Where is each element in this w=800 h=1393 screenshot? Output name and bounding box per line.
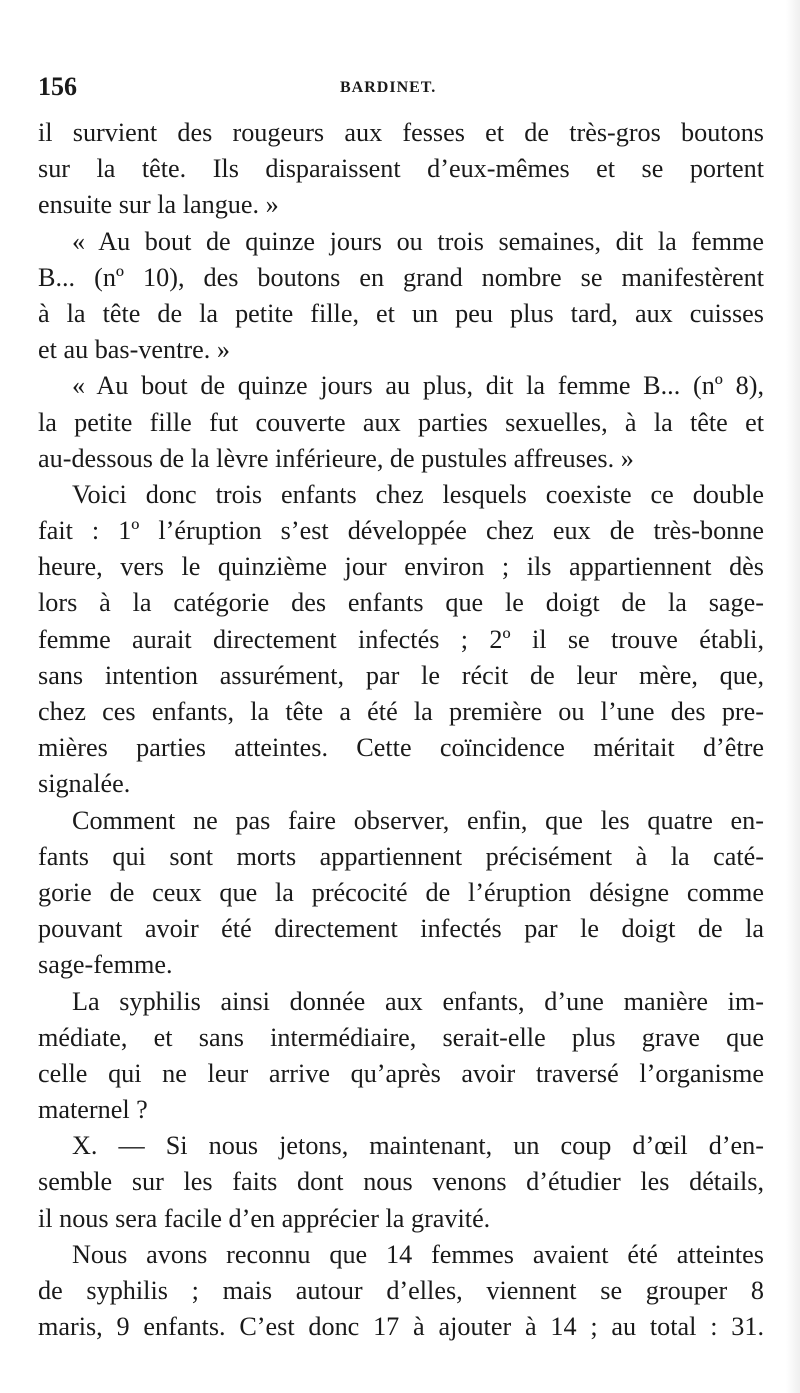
text-line: médiate, et sans intermédiaire, serait-elle plus grave que bbox=[38, 1022, 764, 1052]
text-line: Comment ne pas faire observer, enfin, que les quatre en- bbox=[72, 805, 764, 835]
text-line: sage-femme. bbox=[38, 950, 173, 980]
text-line: la petite fille fut couverte aux parties sexuelles, à la tête et bbox=[38, 407, 764, 437]
text-line: de syphilis ; mais autour d’elles, viennent se grouper 8 bbox=[38, 1276, 764, 1305]
text-line: « Au bout de quinze jours au plus, dit la femme B... (nº 8), bbox=[72, 371, 764, 401]
text-line: B... (nº 10), des boutons en grand nombre se manifestèrent bbox=[38, 262, 764, 292]
page-header bbox=[38, 72, 768, 106]
text-line: celle qui ne leur arrive qu’après avoir traversé l’organisme bbox=[38, 1058, 764, 1088]
text-line: X. — Si nous jetons, maintenant, un coup d’œil d’en- bbox=[72, 1131, 764, 1161]
text-line: La syphilis ainsi donnée aux enfants, d’une manière im- bbox=[72, 986, 764, 1016]
text-line: au-dessous de la lèvre inférieure, de pustules affreuses. » bbox=[38, 443, 634, 473]
text-line: ensuite sur la langue. » bbox=[38, 190, 279, 220]
text-line: fants qui sont morts appartiennent précisément à la caté- bbox=[38, 841, 764, 871]
page-edge-shadow bbox=[786, 0, 800, 1393]
text-line: chez ces enfants, la tête a été la première ou l’une des pre- bbox=[38, 697, 764, 726]
text-line: gorie de ceux que la précocité de l’éruption désigne comme bbox=[38, 877, 764, 907]
body-text bbox=[38, 115, 764, 1345]
text-line: Nous avons reconnu que 14 femmes avaient été atteintes bbox=[72, 1239, 764, 1269]
text-line: pouvant avoir été directement infectés par le doigt de la bbox=[38, 914, 764, 944]
text-line: mières parties atteintes. Cette coïncidence méritait d’être bbox=[38, 733, 764, 763]
text-line: signalée. bbox=[38, 769, 131, 799]
text-line: Voici donc trois enfants chez lesquels coexiste ce double bbox=[72, 479, 764, 509]
page-number: 156 bbox=[38, 72, 77, 101]
text-line: maris, 9 enfants. C’est donc 17 à ajouter à 14 ; au total : 31. bbox=[38, 1312, 764, 1342]
text-line: sans intention assurément, par le récit de leur mère, que, bbox=[38, 660, 764, 690]
text-line: semble sur les faits dont nous venons d’étudier les détails, bbox=[38, 1167, 764, 1197]
text-line: sur la tête. Ils disparaissent d’eux-mêmes et se portent bbox=[38, 154, 764, 184]
text-line: heure, vers le quinzième jour environ ; ils appartiennent dès bbox=[38, 552, 764, 582]
running-head: BARDINET. bbox=[340, 79, 437, 96]
text-line: il nous sera facile d’en apprécier la gravité. bbox=[38, 1203, 491, 1233]
text-line: lors à la catégorie des enfants que le doigt de la sage- bbox=[38, 588, 764, 618]
text-line: fait : 1º l’éruption s’est développée chez eux de très-bonne bbox=[38, 516, 764, 546]
text-line: femme aurait directement infectés ; 2º il se trouve établi, bbox=[38, 624, 764, 654]
text-line: maternel ? bbox=[38, 1095, 148, 1125]
text-line: à la tête de la petite fille, et un peu plus tard, aux cuisses bbox=[38, 298, 764, 328]
text-line: « Au bout de quinze jours ou trois semaines, dit la femme bbox=[72, 226, 764, 256]
text-line: il survient des rougeurs aux fesses et de très-gros boutons bbox=[38, 118, 764, 147]
text-line: et au bas-ventre. » bbox=[38, 335, 230, 365]
